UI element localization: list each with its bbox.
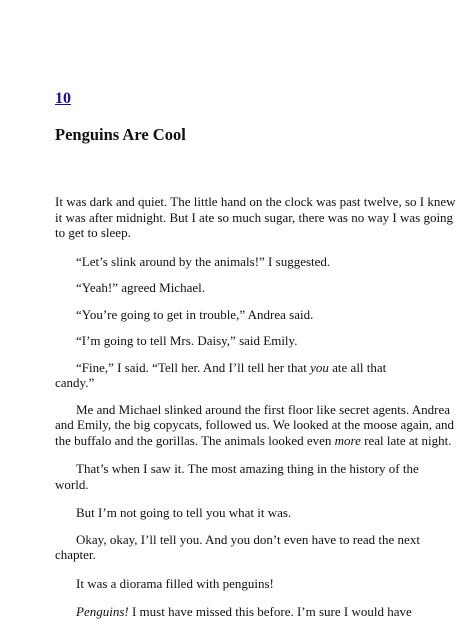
- text-line: It was dark and quiet. The little hand on the clock was past twelve, so I knew: [55, 194, 456, 209]
- text-run: real late at night.: [360, 432, 452, 448]
- text-line: it was after midnight. But I ate so much sugar, there was no way I was going: [55, 209, 454, 225]
- emphasis-text: more: [334, 432, 361, 448]
- chapter-number-link[interactable]: 10: [55, 90, 71, 107]
- text-run: ate all that candy.”: [55, 359, 387, 390]
- text-line: to get to sleep.: [55, 225, 131, 240]
- text-line: [55, 432, 452, 449]
- paragraph: But I’m not going to tell you what it was.: [76, 505, 292, 520]
- paragraph: “I’m going to tell Mrs. Daisy,” said Emily.: [76, 333, 298, 348]
- paragraph: It was a diorama filled with penguins!: [76, 575, 274, 591]
- paragraph: [55, 604, 423, 620]
- paragraph: That’s when I saw it. The most amazing thing in the history of the world.: [55, 461, 419, 492]
- text-run: I must have missed this before. I’m sure I would have: [128, 604, 412, 619]
- paragraph: [55, 360, 423, 391]
- paragraph: “You’re going to get in trouble,” Andrea said.: [76, 306, 314, 322]
- paragraph: “Let’s slink around by the animals!” I suggested.: [76, 253, 331, 269]
- emphasis-text: Penguins!: [76, 604, 129, 619]
- text-line: and Emily, the big copycats, followed us. We looked at the moose again, and: [55, 417, 454, 432]
- text-line: Me and Michael slinked around the first floor like secret agents. Andrea: [76, 401, 450, 417]
- emphasis-text: you: [310, 359, 329, 375]
- chapter-body: [55, 194, 456, 631]
- paragraph: “Yeah!” agreed Michael.: [76, 280, 205, 295]
- paragraph: [55, 401, 454, 449]
- text-line: Okay, okay, I’ll tell you. And you don’t even have to read the next: [76, 531, 420, 547]
- paragraph-opening: [55, 194, 456, 241]
- text-run: the buffalo and the gorillas. The animals looked even: [55, 432, 335, 448]
- text-line: chapter.: [55, 547, 96, 562]
- text-run: “Fine,” I said. “Tell her. And I’ll tell her that: [76, 359, 311, 375]
- chapter-title: Penguins Are Cool: [55, 125, 186, 144]
- paragraph: [55, 532, 423, 563]
